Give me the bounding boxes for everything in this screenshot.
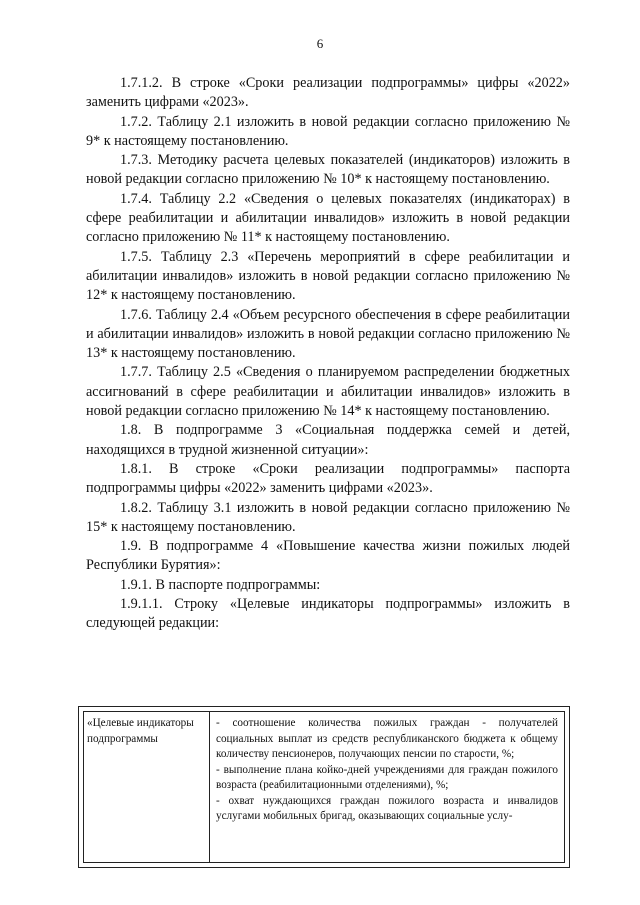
paragraph: 1.7.6. Таблицу 2.4 «Объем ресурсного обеспечения в сфере реабилитации и абилитации инвалидов» изложить в новой редакции согласно приложению № 13* к настоящему постановлению. <box>86 306 570 362</box>
list-item: - охват нуждающихся граждан пожилого возраста и инвалидов услугами мобильных бригад, оказывающих социальные услу- <box>216 794 558 822</box>
paragraph: 1.8. В подпрограмме 3 «Социальная поддержка семей и детей, находящихся в трудной жизненной ситуации»: <box>86 422 570 458</box>
paragraph: 1.9. В подпрограмме 4 «Повышение качества жизни пожилых людей Республики Бурятия»: <box>86 538 570 574</box>
list-item: - выполнение плана койко-дней учреждениями для граждан пожилого возраста (реабилитационными отделениями), %; <box>216 763 558 791</box>
paragraph: 1.8.2. Таблицу 3.1 изложить в новой редакции согласно приложению № 15* к настоящему постановлению. <box>86 499 570 535</box>
paragraph: 1.7.1.2. В строке «Сроки реализации подпрограммы» цифры «2022» заменить цифрами «2023». <box>86 75 570 111</box>
paragraph: 1.7.7. Таблицу 2.5 «Сведения о планируемом распределении бюджетных ассигнований в сфере реабилитации и абилитации инвалидов» изложить в новой редакции согласно приложению № 14* к настоящему постановлению. <box>86 364 570 420</box>
paragraph: 1.7.3. Методику расчета целевых показателей (индикаторов) изложить в новой редакции согласно приложению № 10* к настоящему постановлению. <box>86 152 570 188</box>
paragraph: 1.7.5. Таблицу 2.3 «Перечень мероприятий в сфере реабилитации и абилитации инвалидов» изложить в новой редакции согласно приложению № 12* к настоящему постановлению. <box>86 248 570 304</box>
table-row <box>83 711 565 863</box>
paragraph: 1.9.1.1. Строку «Целевые индикаторы подпрограммы» изложить в следующей редакции: <box>86 596 570 632</box>
indicators-table <box>78 706 570 868</box>
document-body <box>86 74 570 634</box>
paragraph: 1.9.1. В паспорте подпрограммы: <box>120 576 321 593</box>
paragraph: 1.8.1. В строке «Сроки реализации подпрограммы» паспорта подпрограммы цифры «2022» заменить цифрами «2023». <box>86 460 570 497</box>
table-cell-label: «Целевые индикаторы подпрограммы <box>84 712 210 862</box>
page-number: 6 <box>316 36 324 51</box>
paragraph: 1.7.4. Таблицу 2.2 «Сведения о целевых показателях (индикаторах) в сфере реабилитации и абилитации инвалидов» изложить в новой редакции согласно приложению № 11* к настоящему постановлению. <box>86 190 570 246</box>
paragraph: 1.7.2. Таблицу 2.1 изложить в новой редакции согласно приложению № 9* к настоящему постановлению. <box>86 113 570 149</box>
table-cell-content <box>210 712 564 862</box>
list-item: - соотношение количества пожилых граждан - получателей социальных выплат из средств республиканского бюджета к общему количеству пенсионеров, получающих пенсии по старости, %; <box>216 717 558 760</box>
